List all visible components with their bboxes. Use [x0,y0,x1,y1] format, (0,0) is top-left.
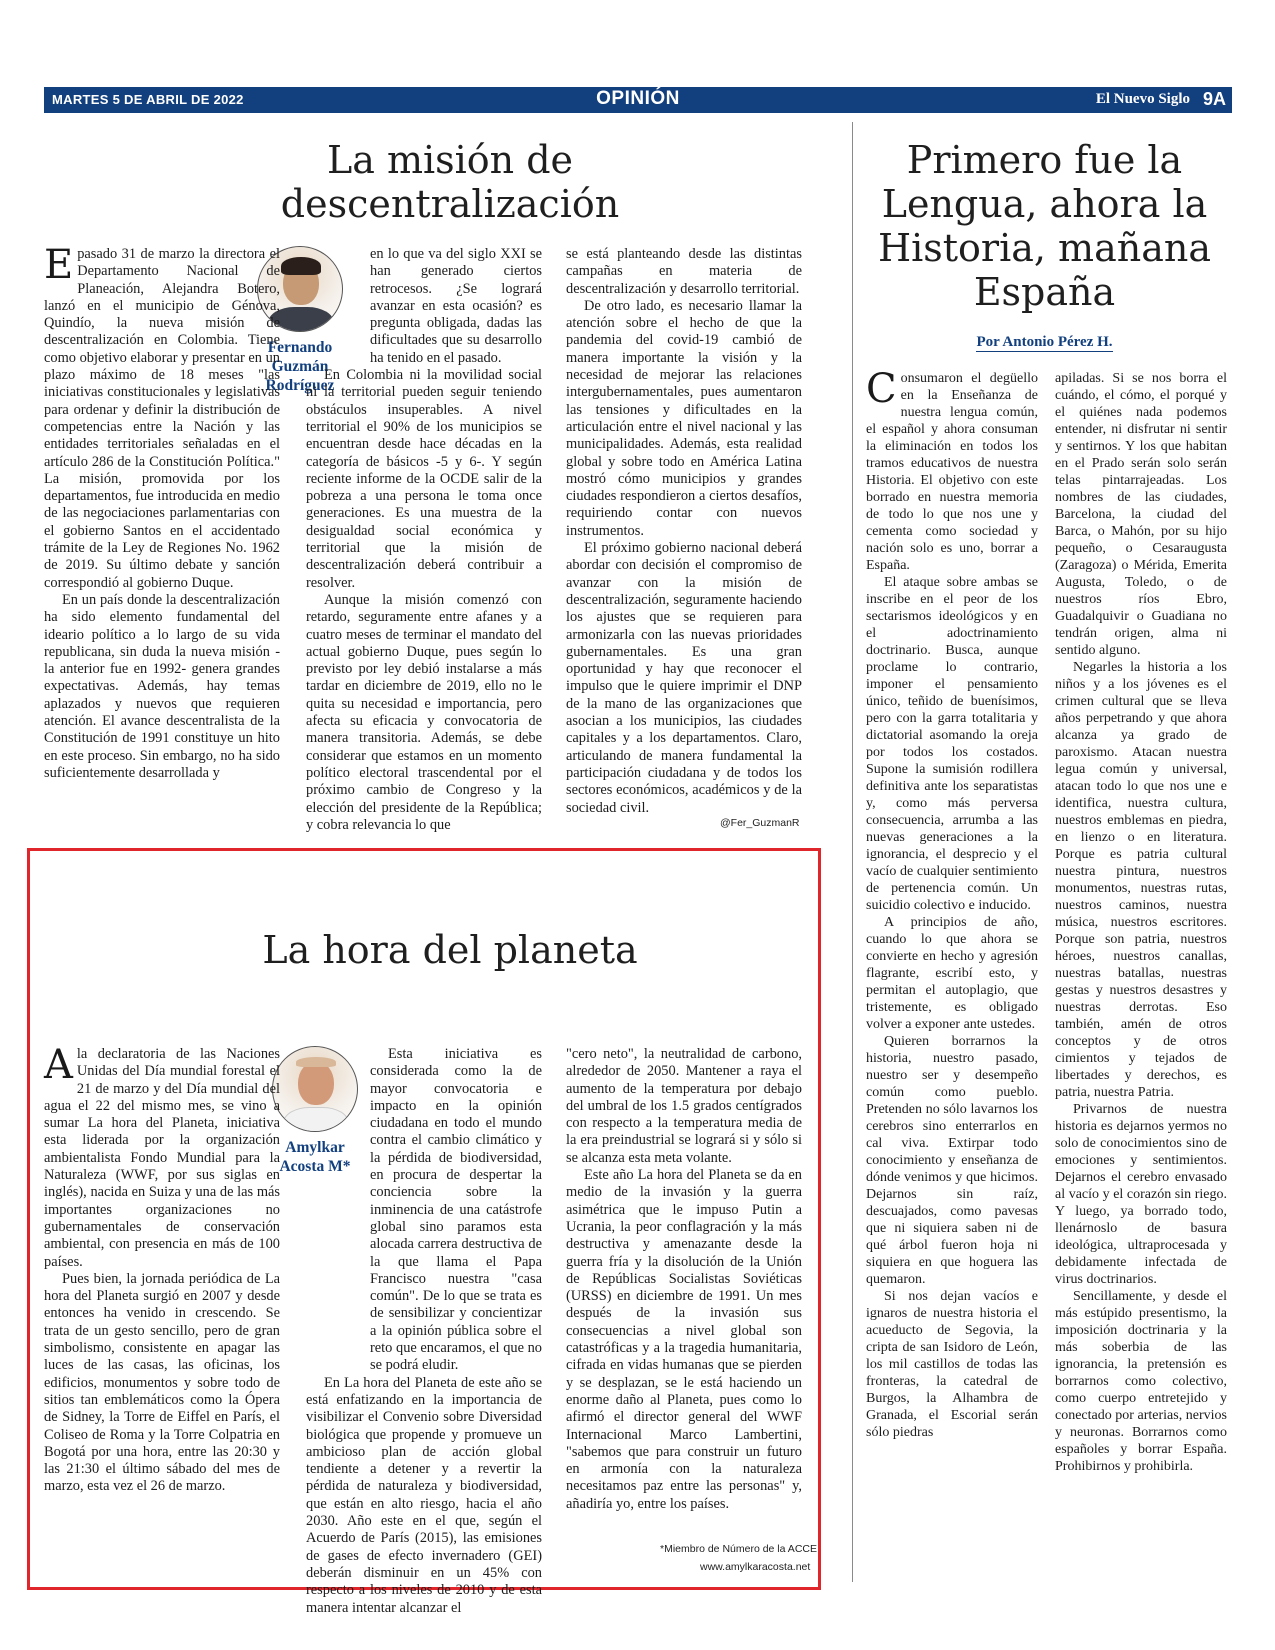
article3-col2b-text: En La hora del Planeta de este año se está enfatizando en la importancia de visibilizar el Convenio sobre Diversidad biológica que propende y promueve un ambicioso plan de acción global tendiente a detener y a revertir la pérdida de naturaleza y biodiversidad, que están en alto riesgo, hacia el año 2030. Año este en el que, según el Acuerdo de París (2015), las emisiones de gases de efecto invernadero (GEI) deberán disminuir en un 45% con respecto a los niveles de 2010 y de esta manera intentar alcanzar el [306,1374,542,1616]
article3-col3b-text: Este año La hora del Planeta se da en medio de la invasión y la guerra asimétrica que le impuso Putin a Ucrania, la peor conflagración y la más destructiva y amenazante desde la guerra fría y la disolución de la Unión de Repúblicas Socialistas Soviéticas (URSS) en diciembre de 1991. Un mes después de la invasión sus consecuencias a nivel global son catastróficas y a la tragedia humanitaria, cifrada en vidas humanas que se pierden y se desplazan, se le está haciendo un enorme daño al Planeta, pues como lo afirmó el director general del WWF Internacional Marco Lambertini, "sabemos que para construir un futuro en armonía con la naturaleza necesitamos paz entre las personas" y, añadiría yo, entre los países. [566,1167,802,1512]
page-number: 9A [1202,89,1226,109]
article1-dropcap: E [44,242,74,288]
article2-byline [862,334,1227,351]
article3-col1b-text: Pues bien, la jornada periódica de La hora del Planeta surgió en 2007 y desde entonces ha venido in crescendo. Se trata de un gesto sencillo, pero de gran simbolismo, consistente en apagar las luces de las casas, las oficinas, los edificios, monumentos y sobre todo de sitios tan emblemáticos como la Ópera de Sidney, la Torre de Eiffel en París, el Coliseo de Roma y la Torre Colpatria en Bogotá por una hora, entre las 20:30 y las 21:30 el último sábado del mes de marzo, esta vez el 26 de marzo. [44,1270,280,1495]
issue-date: MARTES 5 DE ABRIL DE 2022 [52,92,244,107]
article1-column-3 [566,246,802,816]
article1-handle: @Fer_GuzmanR [720,817,800,829]
column-divider [852,122,853,1582]
article3-col1a-text: la declaratoria de las Naciones Unidas del Día mundial forestal el 21 de marzo y del Día mundial del agua el 22 del mismo mes, se vino a sumar La hora del Planeta, iniciativa esta liderada por la organización ambientalista Fondo Mundial para la Naturaleza (WWF, por sus siglas en inglés), nacida en Suiza y una de las más importantes organizaciones no gubernamentales de conservación ambiental, con presencia en más de 100 países. [44,1046,280,1270]
article1-col3a-text: se está planteando desde las distintas campañas en materia de descentralización y desarrollo territorial. [566,246,802,297]
article2-col1b-text: El ataque sobre ambas se inscribe en el peor de los sectarismos ideológicos y en el adoctrinamiento doctrinario. Busca, aunque proclame lo contrario, imponer el pensamiento único, teñido de buenísimos, pero con la garra totalitaria y dictatorial asomando la oreja por todos los costados. Supone la sumisión rodillera definitiva ante los separatistas y, como más perversa consecuencia, arrumba a las nuevas generaciones a la ignorancia, el desprecio y el vacío de cualquier sentimiento de pertenencia común. Un suicidio colectivo e inducido. [866,575,1038,913]
article1-col2c-text: Aunque la misión comenzó con retardo, seguramente entre afanes y a cuatro meses de terminar el mandato del actual gobierno Duque, pues según lo previsto por ley debió instalarse a más tardar en diciembre de 2019, ello no le quita su necesidad e importancia, pero afecta su eficacia y convocatoria de manera transitoria. Además, se debe considerar que estamos en un momento político electoral trascendental por el próximo cambio de Congreso y la elección del presidente de la República; y cobra relevancia lo que [306,591,542,833]
article3-col2a-text: Esta iniciativa es considerada como la de mayor convocatoria e impacto en la opinión ciudadana en todo el mundo contra el cambio climático y la pérdida de biodiversidad, en procura de despertar la conciencia sobre la inminencia de una catástrofe global sino paramos esta alocada carrera destructiva de la que llama el Papa Francisco nuestra "casa común". De lo que se trata es de sensibilizar y concientizar a la opinión pública sobre el reto que encaramos, el que no se podrá eludir. [370,1046,542,1374]
article3-dropcap: A [44,1042,73,1088]
article1-col1-text: pasado 31 de marzo la directora el Departamento Nacional de Planeación, Alejandra Botero, lanzó en el municipio de Génova, Quindío, la nueva misión de descentralización en Colombia. Tiene como objetivo elaborar y presentar en un plazo máximo de 18 meses "las iniciativas constitucionales y legislativas para ordenar y definir la distribución de competencias entre la Nación y las entidades territoriales señaladas en el artículo 286 de la Constitución Política." La misión, promovida por los departamentos, fue introducida en medio de las negociaciones parlamentarias con el gobierno Santos en el accidentado trámite de la Ley de Regiones No. 1962 de 2019. Su último debate y sanción correspondió al gobierno Duque. [44,246,280,591]
article2-col2b-text: Negarles la historia a los niños y a los jóvenes es el crimen cultural que se lleva años perpetrando y que ahora alcanza ya grado de paroxismo. Atacan nuestra legua común y universal, atacan todo lo que nos une e identifica, nuestra cultura, nuestros emblemas en piedra, en lienzo o en literatura. Porque es patria cultural nuestra pintura, nuestros monumentos, nuestras rutas, nuestros caminos, nuestra música, nuestros escritores. Porque son patria, nuestros héroes, nuestros canallas, nuestras batallas, nuestras gestas y nuestros desastres y nuestras derrotas. Eso también, amén de otros conceptos y de otros cimientos y tejados de libertades y derechos, es patria, nuestra Patria. [1055,660,1227,1100]
article2-col1c-text: A principios de año, cuando lo que ahora se convierte en hecho y agresión flagrante, escribí esto, y permitan el autoplagio, que tristemente, es obligado volver a exponer ante ustedes. [866,915,1038,1032]
article3-column-1 [44,1042,280,1566]
article3-website: www.amylkaracosta.net [700,1561,811,1573]
article2-dropcap: C [866,366,897,412]
article3-column-2 [306,1046,542,1616]
article2-col1d-text: Quieren borrarnos la historia, nuestro pasado, nuestro ser y desempeño común como pueblo. Pretenden no sólo lavarnos los cerebros sino enterrarlos en cal viva. Extirpar todo conocimiento y enseñanza de dónde venimos y que hicimos. Dejarnos sin raíz, descuajados, como pavesas que ni siquiera saben ni de qué árbol fueron hoja ni siquiera en que hoguera las quemaron. [866,1034,1038,1287]
article2-col2a-text: apiladas. Si se nos borra el cuándo, el cómo, el porqué y el quiénes nada podemos entender, ni disfrutar ni sentir y sentirnos. Y los que habitan en el Prado serán solo serán telas pintarrajeadas. Los nombres de las ciudades, Barcelona, la ciudad del Barca, o Mahón, por su hijo pequeño, o Cesaraugusta (Zaragoza) o Mérida, Emerita Augusta, Toledo, o de nuestros ríos Ebro, Guadalquivir o Guadiana no tendrán origen, alma ni sentido alguno. [1055,371,1227,658]
newspaper-name: El Nuevo Siglo [1095,91,1190,107]
article2-column-2 [1055,370,1227,1590]
article2-col2d-text: Sencillamente, y desde el más estúpido presentismo, la imposición doctrinaria y la más soberbia de las ignorancia, la pretensión es borrarnos como colectivo, como cuerpo entretejido y conectado por arterias, nervios y neuronas. Borrarnos como españoles y borrar España. Prohibirnos y prohibirla. [1055,1289,1227,1474]
article1-col3c-text: El próximo gobierno nacional deberá abordar con decisión el compromiso de avanzar con la misión de descentralización, seguramente haciendo los ajustes que se requieren para armonizarla con las nuevas prioridades gubernamentales. Es una gran oportunidad y hay que reconocer el impulso que le quiere imprimir el DNP de la mano de las organizaciones que asocian a los municipios, las ciudades capitales y a los departamentos. Claro, articulando de manera fundamental la participación ciudadana y de todos los sectores económicos, académicos y de la sociedad civil. [566,540,802,816]
article3-title: La hora del planeta [262,928,638,972]
article1-title: La misión de descentralización [280,138,620,227]
article1-col3b-text: De otro lado, es necesario llamar la atención sobre el hecho de que la pandemia del covid-19 cambió de manera importante la visión y la necesidad de mejorar las relaciones intergubernamentales, pues aumentaron las tensiones y dificultades en la articulación entre el nivel nacional y las municipalidades. Además, esta realidad global y sobre todo en América Latina mostró cómo municipios y grandes ciudades respondieron a ciertos desafíos, requiriendo contar con nuevos instrumentos. [566,297,802,539]
article3-footnote: *Miembro de Número de la ACCE [660,1543,817,1555]
article1-col1b-text: En un país donde la descentralización ha sido elemento fundamental del ideario político a lo largo de su vida republicana, sin duda la nueva misión -la anterior fue en 1992- genera grandes expectativas. Además, hay temas aplazados y nuevos que requieren atención. El avance descentralista de la Constitución de 1991 constituye un hito en este proceso. Sin embargo, no ha sido suficientemente desarrollada y [44,591,280,781]
article2-title: Primero fue la Lengua, ahora la Historia, mañana España [877,138,1212,315]
article2-column-1 [866,366,1038,1590]
article1-column-1 [44,242,280,836]
article2-col1a-text: onsumaron el degüello en la Enseñanza de nuestra lengua común, el español y ahora consuman la eliminación en todos los tramos educativos de nuestra Historia. El objetivo con este borrado en nuestra memoria de todo lo que nos une y cementa como sociedad y nación solo es uno, borrar a España. [866,371,1038,573]
article3-column-3 [566,1046,802,1526]
article1-column-2 [306,246,542,836]
article1-col2a-text: en lo que va del siglo XXI se han generado ciertos retrocesos. ¿Se logrará avanzar en esta ocasión? es pregunta obligada, dadas las dificultades que su desarrollo ha tenido en el pasado. [370,246,542,366]
article2-byline-text: Por Antonio Pérez H. [976,334,1113,350]
article3-col3a-text: "cero neto", la neutralidad de carbono, alrededor de 2050. Mantener a raya el aumento de la temperatura por debajo del umbral de los 1.5 grados centígrados con respecto a la temperatura media de la era preindustrial se logrará si y sólo si se alcanza esta meta volante. [566,1046,802,1166]
page-header-banner [44,87,1232,113]
section-title: OPINIÓN [596,88,680,109]
article2-col1e-text: Si nos dejan vacíos e ignaros de nuestra historia el acueducto de Segovia, la cripta de san Isidoro de León, los mil castillos de todas las fronteras, la catedral de Burgos, la Alhambra de Granada, el Escorial serán sólo piedras [866,1289,1038,1440]
article1-author-name: Fernando Guzmán Rodríguez [265,339,335,394]
article1-col2b-text: En Colombia ni la movilidad social ni la territorial pueden seguir teniendo obstáculos insuperables. A nivel territorial el 90% de los municipios se encuentran desde hace décadas en la categoría de básicos -5 y 6-. Y según reciente informe de la OCDE salir de la pobreza a una persona le toma once generaciones. Es una muestra de la desigualdad social económica y territorial que la misión de descentralización deberá contribuir a resolver. [306,367,542,591]
article3-author-name: Amylkar Acosta M* [279,1139,351,1175]
article2-col2c-text: Privarnos de nuestra historia es dejarnos yermos no solo de conocimientos sino de emociones y sentimientos. Dejarnos el cerebro envasado al vacío y el corazón sin riego. Y luego, ya borrado todo, llenárnoslo de basura ideológica, ultraprocesada y debidamente infectada de virus doctrinarios. [1055,1102,1227,1287]
